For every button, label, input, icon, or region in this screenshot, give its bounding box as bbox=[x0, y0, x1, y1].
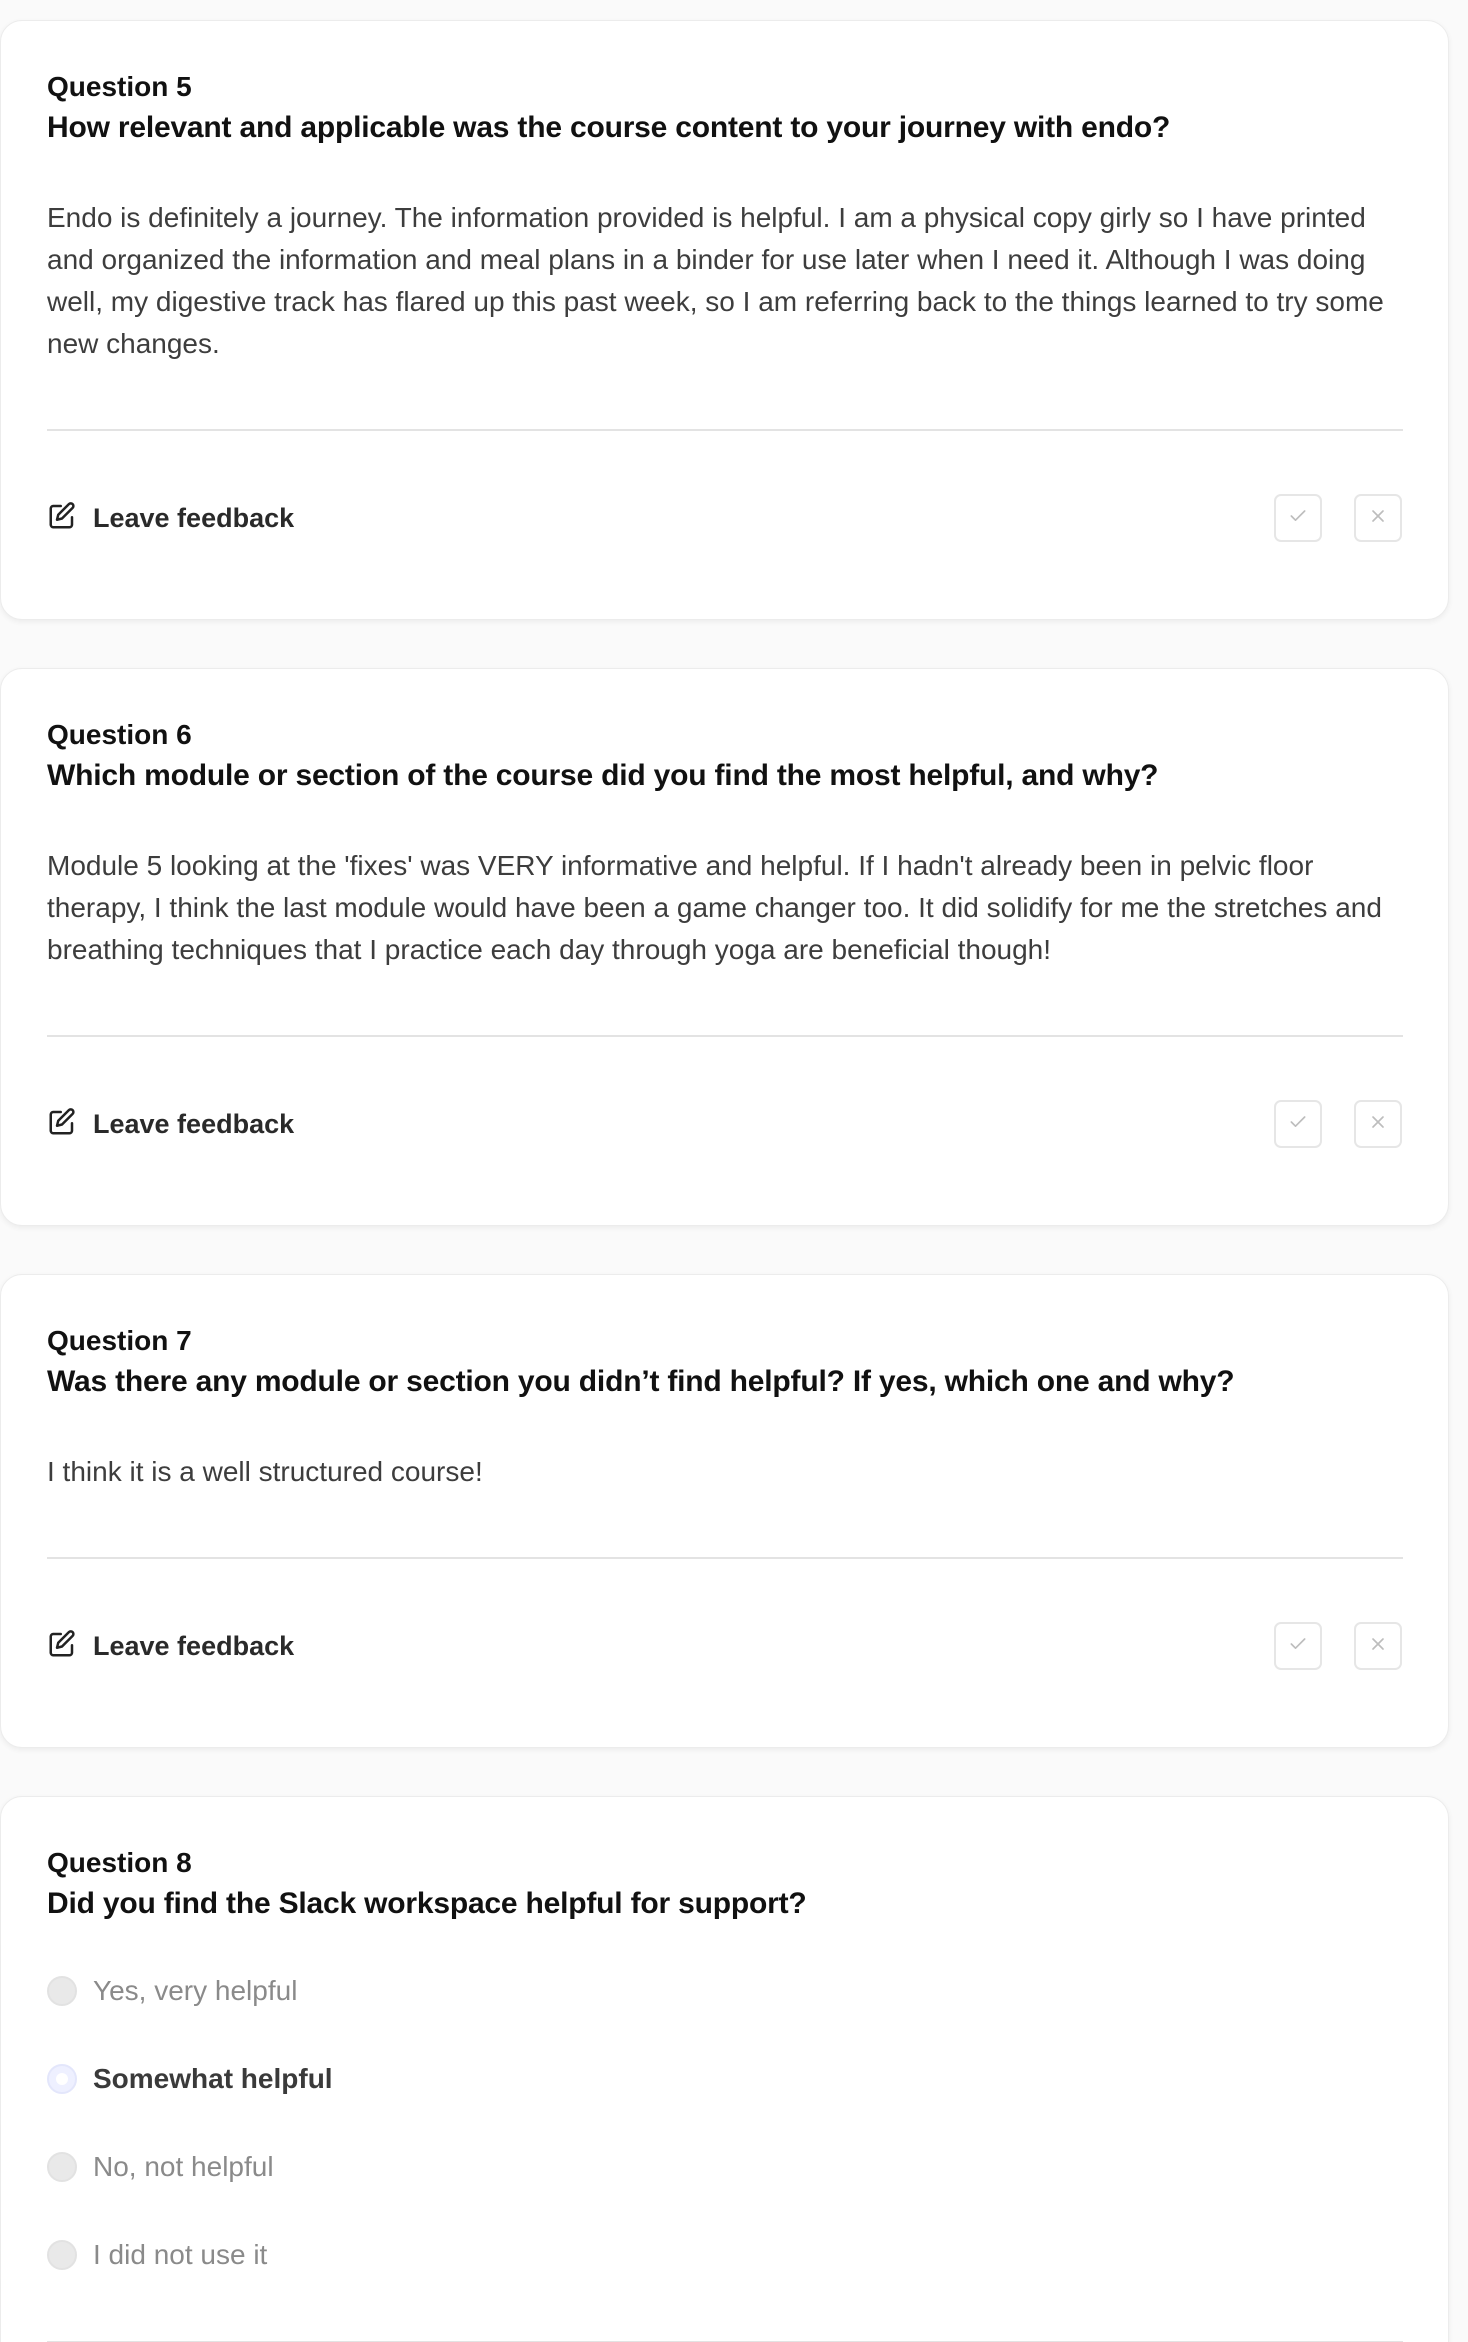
leave-feedback-label: Leave feedback bbox=[93, 503, 295, 533]
leave-feedback-button[interactable] bbox=[47, 1107, 294, 1142]
divider bbox=[47, 429, 1403, 431]
radio-button[interactable] bbox=[47, 2240, 77, 2270]
answer-text: I think it is a well structured course! bbox=[47, 1456, 483, 1487]
answer-text: Module 5 looking at the 'fixes' was VERY informative and helpful. If I hadn't already been in pelvic floor therapy, I think the last module would have been a game changer too. It did solidify for me the stretches and breathing techniques that I practice each day through yoga are beneficial though! bbox=[47, 850, 1382, 965]
check-icon bbox=[1288, 1112, 1308, 1137]
check-icon bbox=[1288, 506, 1308, 531]
leave-feedback-label: Leave feedback bbox=[93, 1631, 295, 1661]
question-number: Question 5 bbox=[47, 71, 192, 102]
radio-button[interactable] bbox=[47, 2152, 77, 2182]
approve-button[interactable] bbox=[1274, 494, 1322, 542]
question-card-7 bbox=[0, 1274, 1449, 1748]
question-number: Question 7 bbox=[47, 1325, 192, 1356]
question-title: How relevant and applicable was the course content to your journey with endo? bbox=[47, 111, 1171, 144]
approve-button[interactable] bbox=[1274, 1100, 1322, 1148]
edit-icon bbox=[47, 501, 77, 536]
question-title: Was there any module or section you didn’t find helpful? If yes, which one and why? bbox=[47, 1365, 1235, 1398]
answer-text: Endo is definitely a journey. The information provided is helpful. I am a physical copy girly so I have printed and organized the information and meal plans in a binder for use later when I need it. Although I was doing well, my digestive track has flared up this past week, so I am referring back to the things learned to try some new changes. bbox=[47, 202, 1384, 359]
question-number: Question 6 bbox=[47, 719, 192, 750]
question-title: Which module or section of the course did you find the most helpful, and why? bbox=[47, 759, 1159, 792]
check-icon bbox=[1288, 1634, 1308, 1659]
reject-button[interactable] bbox=[1354, 1100, 1402, 1148]
option-label: Somewhat helpful bbox=[93, 2063, 333, 2094]
question-card-5 bbox=[0, 20, 1449, 620]
leave-feedback-label: Leave feedback bbox=[93, 1109, 295, 1139]
edit-icon bbox=[47, 1629, 77, 1664]
question-number: Question 8 bbox=[47, 1847, 192, 1878]
reject-button[interactable] bbox=[1354, 494, 1402, 542]
option-label: I did not use it bbox=[93, 2239, 268, 2270]
reject-button[interactable] bbox=[1354, 1622, 1402, 1670]
option-somewhat-helpful[interactable] bbox=[47, 2063, 333, 2095]
radio-button-selected[interactable] bbox=[47, 2064, 77, 2094]
divider bbox=[47, 1035, 1403, 1037]
close-icon bbox=[1368, 1112, 1388, 1137]
edit-icon bbox=[47, 1107, 77, 1142]
question-card-8 bbox=[0, 1796, 1449, 2342]
option-did-not-use[interactable] bbox=[47, 2239, 267, 2271]
option-label: No, not helpful bbox=[93, 2151, 274, 2182]
divider bbox=[47, 1557, 1403, 1559]
approve-button[interactable] bbox=[1274, 1622, 1322, 1670]
question-title: Did you find the Slack workspace helpful for support? bbox=[47, 1887, 807, 1920]
radio-button[interactable] bbox=[47, 1976, 77, 2006]
leave-feedback-button[interactable] bbox=[47, 501, 294, 536]
leave-feedback-button[interactable] bbox=[47, 1629, 294, 1664]
close-icon bbox=[1368, 506, 1388, 531]
question-card-6 bbox=[0, 668, 1449, 1226]
close-icon bbox=[1368, 1634, 1388, 1659]
option-yes-very-helpful[interactable] bbox=[47, 1975, 297, 2007]
option-label: Yes, very helpful bbox=[93, 1975, 298, 2006]
option-no-not-helpful[interactable] bbox=[47, 2151, 274, 2183]
